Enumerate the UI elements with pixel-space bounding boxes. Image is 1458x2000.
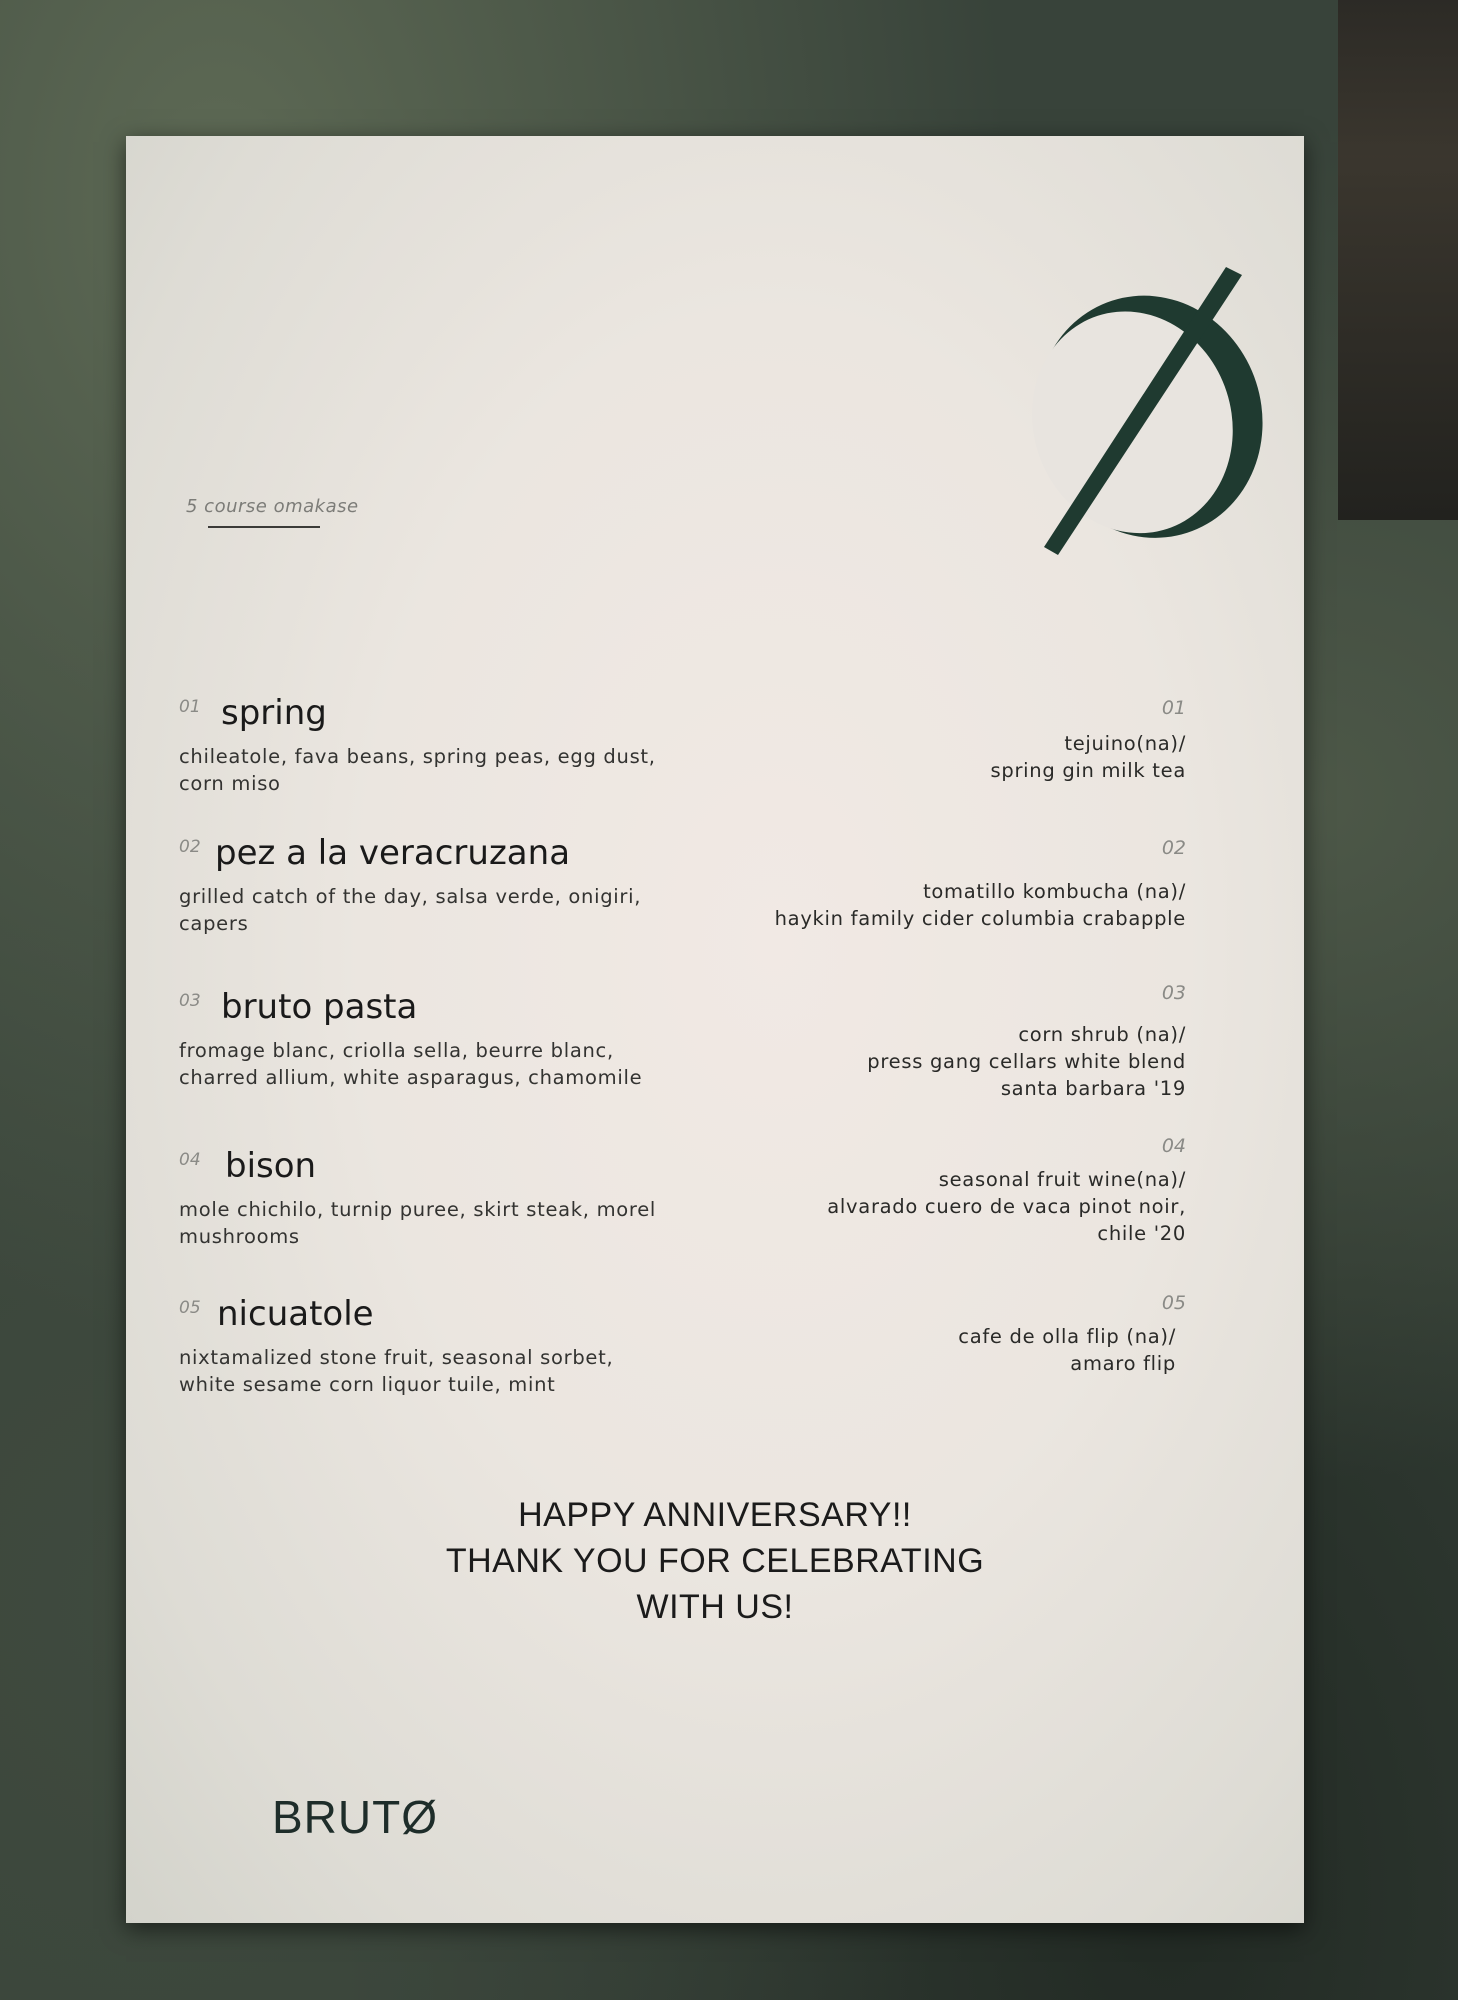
- description-line: grilled catch of the day, salsa verde, onigiri,: [179, 885, 642, 908]
- course-title: spring: [221, 693, 327, 733]
- pairing-number: 01: [1161, 697, 1186, 719]
- course-number: 02: [179, 837, 201, 857]
- slashed-o-logo-icon: [1008, 267, 1288, 557]
- message-line: HAPPY ANNIVERSARY!!: [518, 1496, 912, 1534]
- menu-card: [126, 136, 1304, 1923]
- pairing-line: spring gin milk tea: [990, 759, 1186, 782]
- pairing-line: haykin family cider columbia crabapple: [774, 907, 1186, 930]
- pairing-line: chile '20: [1097, 1222, 1186, 1245]
- pairing-line: seasonal fruit wine(na)/: [938, 1168, 1186, 1191]
- pairing-description: [626, 878, 1186, 932]
- description-line: mole chichilo, turnip puree, skirt steak, morel: [179, 1198, 657, 1221]
- pairing-description: [626, 730, 1186, 784]
- pairing-number: 05: [1161, 1292, 1186, 1314]
- description-line: white sesame corn liquor tuile, mint: [179, 1373, 556, 1396]
- anniversary-message: [126, 1492, 1304, 1630]
- pairing-number: 03: [1161, 982, 1186, 1004]
- description-line: chileatole, fava beans, spring peas, egg dust,: [179, 745, 656, 768]
- pairing-line: cafe de olla flip (na)/: [958, 1325, 1176, 1348]
- pairing-line: alvarado cuero de vaca pinot noir,: [827, 1195, 1186, 1218]
- course-title: bruto pasta: [221, 987, 418, 1027]
- pairing-item: [626, 1134, 1186, 1247]
- course-number: 03: [179, 991, 201, 1011]
- course-title: pez a la veracruzana: [215, 833, 571, 873]
- message-line: WITH US!: [636, 1588, 794, 1626]
- pairing-line: santa barbara '19: [1000, 1077, 1186, 1100]
- table-background: [1338, 0, 1458, 520]
- pairing-item: [626, 981, 1186, 1102]
- pairing-line: press gang cellars white blend: [867, 1050, 1186, 1073]
- description-line: charred allium, white asparagus, chamomile: [179, 1066, 643, 1089]
- subtitle-underline: [208, 526, 320, 528]
- pairing-line: tomatillo kombucha (na)/: [923, 880, 1186, 903]
- pairing-line: amaro flip: [1070, 1352, 1176, 1375]
- description-line: corn miso: [179, 772, 281, 795]
- pairing-line: corn shrub (na)/: [1018, 1023, 1186, 1046]
- pairing-number: 04: [1161, 1135, 1186, 1157]
- pairing-item: [626, 836, 1186, 932]
- description-line: capers: [179, 912, 249, 935]
- course-title: nicuatole: [217, 1294, 374, 1334]
- course-number: 01: [179, 697, 201, 717]
- pairing-line: tejuino(na)/: [1064, 732, 1186, 755]
- pairing-description: [626, 1323, 1186, 1377]
- description-line: fromage blanc, criolla sella, beurre blanc,: [179, 1039, 614, 1062]
- brand-wordmark: BRUTØ: [272, 1791, 438, 1843]
- course-number: 04: [179, 1150, 201, 1170]
- pairing-item: [626, 696, 1186, 784]
- pairing-number: 02: [1161, 837, 1186, 859]
- course-number: 05: [179, 1298, 201, 1318]
- pairing-description: [626, 1166, 1186, 1247]
- pairing-item: [626, 1291, 1186, 1377]
- course-title: bison: [225, 1146, 317, 1186]
- message-line: THANK YOU FOR CELEBRATING: [445, 1542, 985, 1580]
- menu-subtitle: 5 course omakase: [186, 496, 359, 517]
- pairing-description: [626, 1021, 1186, 1102]
- description-line: mushrooms: [179, 1225, 300, 1248]
- description-line: nixtamalized stone fruit, seasonal sorbet,: [179, 1346, 614, 1369]
